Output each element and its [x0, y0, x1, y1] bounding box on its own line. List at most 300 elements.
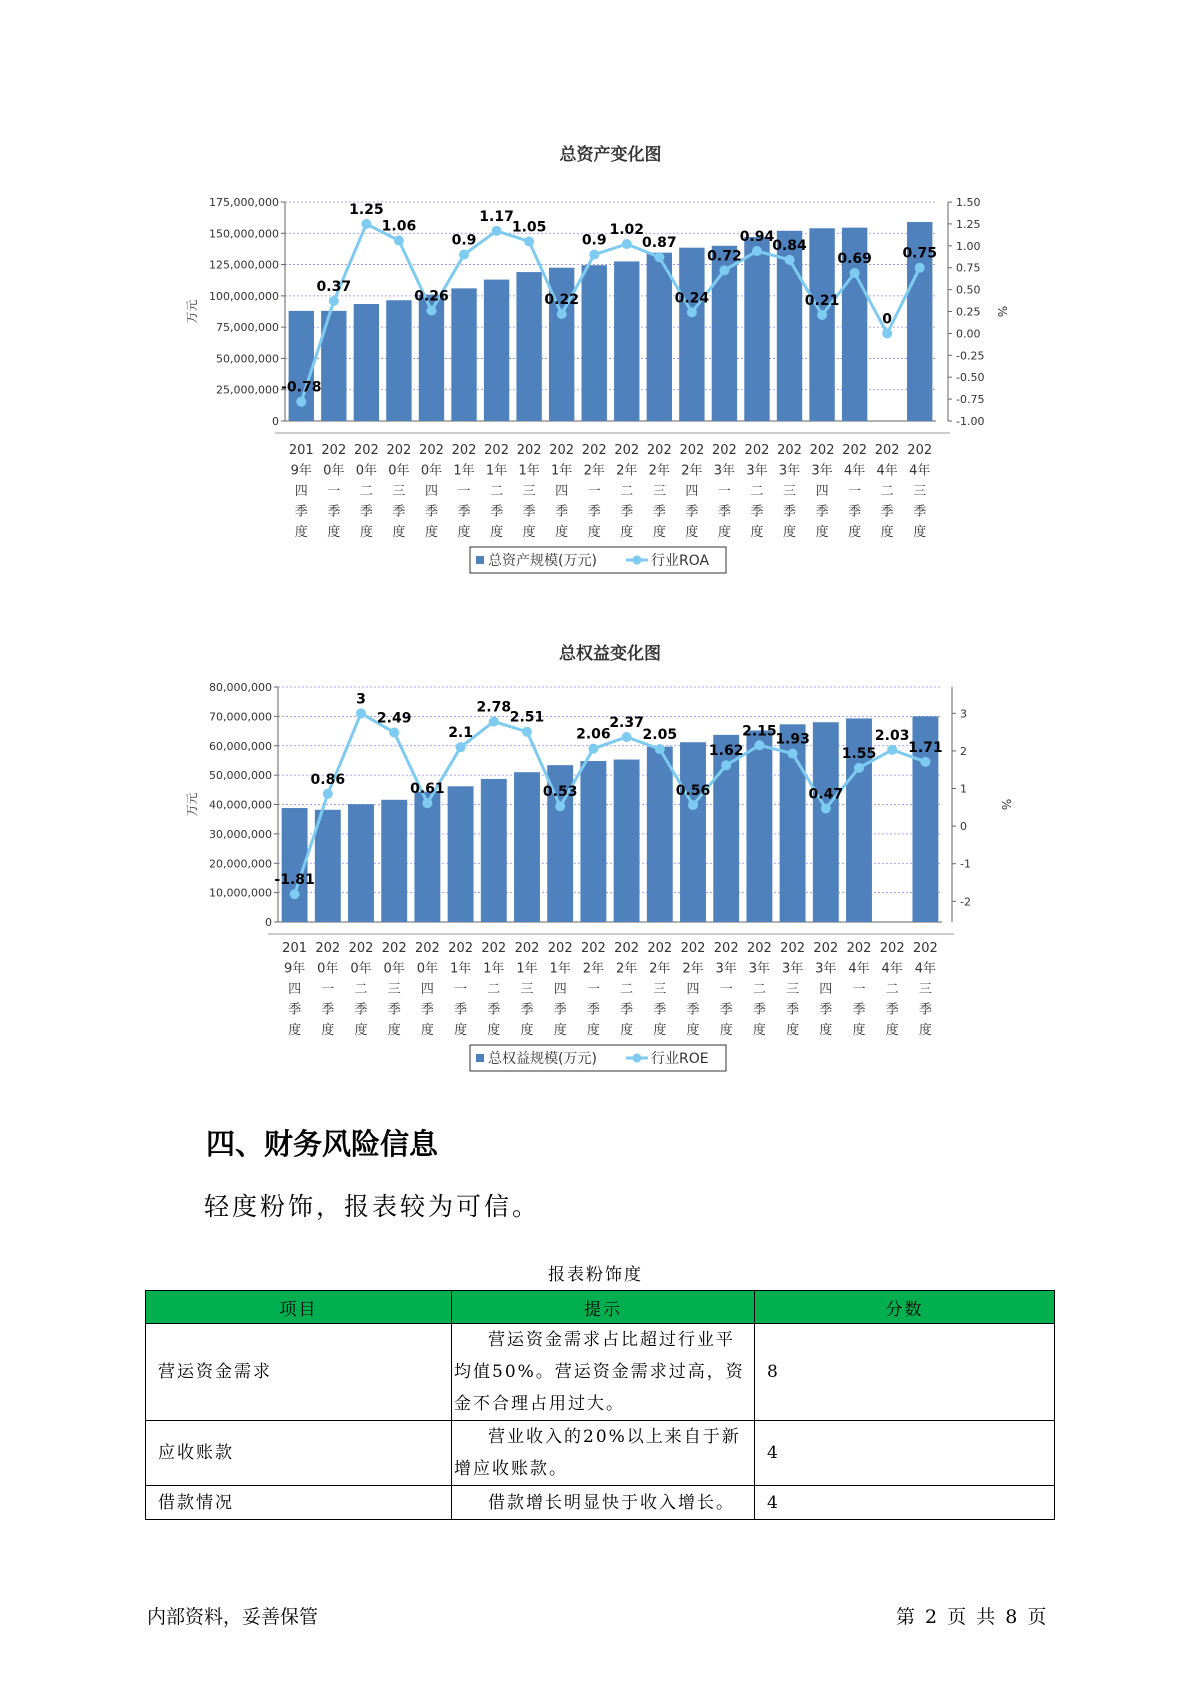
line-point: [290, 889, 300, 899]
y2-tick-label: -2: [960, 895, 971, 909]
x-tick-label: 2年: [682, 961, 704, 977]
x-tick-label: 二: [620, 982, 634, 997]
data-label: 0.9: [451, 232, 477, 249]
x-tick-label: 二: [750, 484, 764, 499]
x-tick-label: 202: [315, 941, 341, 956]
legend-label-bar: 总资产规模(万元): [488, 553, 597, 569]
x-tick-label: 202: [381, 941, 407, 956]
data-label: 0.21: [804, 293, 840, 310]
x-tick-label: 202: [646, 443, 672, 458]
x-tick-label: 202: [419, 443, 444, 458]
table-row: [146, 1421, 1055, 1486]
y2-tick-label: -1: [960, 857, 971, 871]
data-label: 2.37: [609, 715, 644, 732]
x-tick-label: 季: [880, 504, 894, 520]
x-tick-label: 四: [685, 484, 699, 499]
x-tick-label: 三: [392, 484, 406, 499]
x-tick-label: 度: [587, 525, 601, 540]
x-tick-label: 0年: [388, 463, 410, 479]
x-tick-label: 季: [786, 1002, 800, 1018]
bar: [514, 772, 540, 922]
line-point: [361, 219, 371, 229]
line-point: [788, 749, 798, 759]
y2-tick-label: 0.25: [956, 305, 981, 319]
x-tick-label: 二: [487, 982, 501, 997]
data-label: 0: [882, 311, 893, 328]
bar: [348, 804, 374, 922]
x-tick-label: 度: [294, 525, 308, 540]
x-tick-label: 季: [294, 504, 308, 520]
data-label: 0.9: [581, 232, 607, 249]
x-tick-label: 202: [614, 941, 640, 956]
data-label: 3: [356, 691, 366, 708]
x-tick-label: 四: [815, 484, 829, 499]
x-tick-label: 三: [783, 484, 797, 499]
row-item: 营运资金需求: [146, 1324, 452, 1421]
x-tick-label: 度: [327, 525, 341, 540]
x-tick-label: 202: [514, 941, 540, 956]
line-point: [719, 265, 729, 275]
x-tick-label: 202: [353, 443, 379, 458]
data-label: 1.17: [479, 208, 514, 225]
y2-tick-label: -0.50: [956, 371, 985, 385]
y2-tick-label: -1.00: [956, 415, 985, 428]
legend: [470, 1045, 726, 1071]
x-tick-label: 202: [912, 941, 938, 956]
bar: [582, 265, 607, 421]
bar: [516, 272, 541, 421]
y2-tick-label: 1.00: [956, 239, 981, 253]
x-tick-label: 202: [549, 443, 575, 458]
line-point: [850, 268, 860, 278]
bar: [315, 810, 341, 922]
table-header-row: [146, 1291, 1055, 1324]
footer-page-number: 第 2 页 共 8 页: [896, 1606, 1047, 1628]
data-label: 2.03: [874, 727, 910, 744]
x-tick-label: 2年: [648, 463, 670, 479]
line-point: [522, 727, 532, 737]
data-label: 2.1: [448, 725, 474, 742]
x-tick-label: 3年: [781, 961, 804, 977]
bar: [354, 304, 379, 421]
x-tick-label: 202: [780, 941, 806, 956]
chart-title: 总资产变化图: [559, 145, 662, 165]
footer-confidential: 内部资料，妥善保管: [147, 1606, 319, 1628]
y-axis-label: 万元: [185, 792, 199, 817]
x-tick-label: 度: [653, 1023, 667, 1038]
x-tick-label: 一: [719, 982, 733, 997]
x-tick-label: 季: [717, 504, 731, 520]
x-tick-label: 三: [786, 982, 800, 997]
x-tick-label: 度: [852, 1023, 866, 1038]
x-tick-label: 1年: [549, 961, 571, 977]
x-tick-label: 三: [913, 484, 927, 499]
data-label: 0.24: [674, 290, 710, 307]
line-point: [426, 306, 436, 316]
risk-table: [145, 1290, 1055, 1520]
x-tick-label: 季: [553, 1002, 567, 1018]
row-hint: 营业收入的20%以上来自于新增应收账款。: [452, 1421, 755, 1486]
legend-label-line: 行业ROA: [651, 553, 710, 569]
y-tick-label: 50,000,000: [216, 352, 279, 366]
data-label: 1.06: [381, 218, 417, 235]
line-point: [389, 727, 399, 737]
line-point: [721, 760, 731, 770]
line-point: [785, 255, 795, 265]
x-tick-label: 季: [457, 504, 471, 520]
x-tick-label: 二: [885, 982, 899, 997]
y-axis-label: 万元: [185, 299, 199, 324]
x-tick-label: 度: [522, 525, 536, 540]
x-tick-label: 3年: [748, 961, 771, 977]
data-label: 0.87: [642, 235, 677, 252]
x-tick-label: 度: [719, 1023, 733, 1038]
x-tick-label: 季: [913, 504, 927, 520]
x-tick-label: 202: [680, 941, 706, 956]
x-tick-label: 三: [918, 982, 932, 997]
x-tick-label: 季: [587, 504, 601, 520]
x-tick-label: 202: [842, 443, 868, 458]
data-label: 0.69: [837, 250, 872, 267]
x-tick-label: 202: [713, 941, 739, 956]
legend-swatch-point: [633, 556, 642, 565]
x-tick-label: 季: [685, 504, 699, 520]
x-tick-label: 季: [490, 504, 504, 520]
line-point: [329, 296, 339, 306]
x-tick-label: 季: [848, 504, 862, 520]
y2-tick-label: -0.75: [956, 393, 985, 407]
bar: [448, 786, 474, 922]
y-tick-label: 75,000,000: [216, 321, 279, 335]
legend-label-bar: 总权益规模(万元): [488, 1051, 597, 1067]
bar: [414, 792, 440, 922]
x-tick-label: 四: [555, 484, 569, 499]
x-tick-label: 202: [348, 941, 374, 956]
x-tick-label: 0年: [420, 463, 443, 479]
row-score: 8: [755, 1324, 1055, 1421]
bar: [813, 722, 839, 922]
data-label: 0.61: [410, 781, 445, 798]
line-point: [456, 742, 466, 752]
x-tick-label: 度: [783, 525, 797, 540]
x-tick-label: 1年: [485, 463, 508, 479]
total-equity-chart: [0, 630, 1191, 1100]
x-tick-label: 201: [282, 941, 308, 956]
x-tick-label: 202: [744, 443, 770, 458]
x-tick-label: 三: [387, 982, 401, 997]
x-tick-label: 202: [712, 443, 737, 458]
x-tick-label: 2年: [681, 463, 703, 479]
x-tick-label: 季: [288, 1002, 302, 1018]
x-tick-label: 202: [581, 443, 607, 458]
x-tick-label: 0年: [317, 961, 339, 977]
x-tick-label: 3年: [746, 463, 768, 479]
y2-tick-label: 0.00: [956, 327, 981, 341]
data-label: 0.26: [414, 288, 449, 305]
y-tick-label: 70,000,000: [209, 710, 272, 724]
x-tick-label: 三: [522, 484, 536, 499]
bar: [614, 261, 639, 421]
x-tick-label: 季: [424, 504, 438, 520]
x-tick-label: 202: [874, 443, 900, 458]
line-point: [655, 744, 665, 754]
x-tick-label: 四: [553, 982, 567, 997]
x-tick-label: 2年: [583, 463, 605, 479]
data-label: 0.75: [902, 245, 937, 262]
row-item: 应收账款: [146, 1421, 452, 1486]
x-tick-label: 四: [424, 484, 438, 499]
bar: [580, 761, 606, 922]
line-point: [492, 226, 502, 236]
y2-tick-label: 3: [960, 707, 967, 721]
x-tick-label: 0年: [416, 961, 439, 977]
line-point: [356, 708, 366, 718]
x-tick-label: 1年: [516, 961, 538, 977]
y-tick-label: 40,000,000: [209, 798, 272, 812]
x-tick-label: 度: [750, 525, 764, 540]
x-tick-label: 季: [750, 504, 764, 520]
x-tick-label: 202: [907, 443, 933, 458]
data-label: 0.72: [707, 248, 742, 265]
x-tick-label: 一: [454, 982, 468, 997]
x-tick-label: 季: [392, 504, 406, 520]
x-tick-label: 一: [587, 484, 601, 499]
x-tick-label: 度: [487, 1023, 501, 1038]
data-label: 0.86: [310, 771, 346, 788]
x-tick-label: 度: [686, 1023, 700, 1038]
x-tick-label: 季: [819, 1002, 833, 1018]
line-point: [394, 236, 404, 246]
table-caption: 报表粉饰度: [548, 1265, 643, 1285]
x-tick-label: 度: [490, 525, 504, 540]
line-point: [752, 246, 762, 256]
data-label: 2.15: [742, 723, 777, 740]
x-tick-label: 202: [679, 443, 705, 458]
x-tick-label: 季: [815, 504, 829, 520]
x-tick-label: 一: [321, 982, 335, 997]
x-tick-label: 度: [848, 525, 862, 540]
x-tick-label: 201: [288, 443, 314, 458]
row-score: 4: [755, 1421, 1055, 1486]
x-tick-label: 三: [652, 484, 666, 499]
x-tick-label: 季: [783, 504, 797, 520]
x-tick-label: 202: [777, 443, 802, 458]
x-tick-label: 202: [481, 941, 507, 956]
x-tick-label: 4年: [909, 463, 931, 479]
x-tick-label: 度: [555, 525, 569, 540]
x-tick-label: 季: [719, 1002, 733, 1018]
data-label: 2.05: [642, 727, 678, 744]
x-tick-label: 季: [686, 1002, 700, 1018]
x-tick-label: 4年: [876, 463, 898, 479]
line-point: [459, 250, 469, 260]
data-label: 1.05: [511, 219, 547, 236]
x-tick-label: 度: [717, 525, 731, 540]
legend-swatch-bar: [476, 1054, 484, 1062]
x-tick-label: 一: [327, 484, 341, 499]
x-tick-label: 4年: [843, 463, 866, 479]
line-point: [622, 239, 632, 249]
x-tick-label: 0年: [355, 463, 378, 479]
bar: [614, 760, 640, 922]
x-tick-label: 2年: [649, 961, 671, 977]
bar: [451, 288, 476, 421]
data-label: 0.84: [772, 237, 807, 254]
x-tick-label: 4年: [848, 961, 870, 977]
data-label: 0.22: [544, 292, 579, 309]
x-tick-label: 度: [880, 525, 894, 540]
bar: [744, 237, 769, 421]
x-tick-label: 1年: [518, 463, 540, 479]
section-heading: 四、财务风险信息: [206, 1127, 439, 1161]
bar: [647, 747, 673, 922]
x-tick-label: 度: [420, 1023, 434, 1038]
x-tick-label: 季: [852, 1002, 866, 1018]
x-tick-label: 季: [652, 504, 666, 520]
y-tick-label: 20,000,000: [209, 857, 272, 871]
bar: [647, 253, 672, 421]
y-tick-label: 150,000,000: [209, 227, 279, 241]
bar: [481, 779, 507, 922]
x-tick-label: 度: [354, 1023, 368, 1038]
y-tick-label: 125,000,000: [209, 258, 279, 272]
legend-swatch-point: [633, 1054, 642, 1063]
header-item: 项目: [146, 1291, 452, 1324]
x-tick-label: 0年: [350, 961, 372, 977]
line-point: [915, 263, 925, 273]
line-point: [622, 732, 632, 742]
data-label: 0.37: [316, 278, 352, 295]
data-label: 2.49: [376, 710, 412, 727]
y2-tick-label: 1.25: [956, 217, 981, 231]
y2-axis-label: %: [999, 798, 1013, 811]
x-tick-label: 度: [620, 1023, 634, 1038]
x-tick-label: 季: [327, 504, 341, 520]
y2-tick-label: 1: [960, 782, 967, 796]
y2-tick-label: -0.25: [956, 349, 985, 363]
x-tick-label: 202: [414, 941, 440, 956]
x-tick-label: 一: [848, 484, 862, 499]
x-tick-label: 202: [516, 443, 542, 458]
x-tick-label: 202: [813, 941, 839, 956]
y2-tick-label: 0.75: [956, 261, 981, 275]
line-point: [589, 250, 599, 260]
x-tick-label: 度: [520, 1023, 534, 1038]
line-point: [654, 252, 664, 262]
y-tick-label: 80,000,000: [209, 681, 272, 694]
x-tick-label: 二: [490, 484, 504, 499]
line-point: [588, 744, 598, 754]
x-tick-label: 季: [420, 1002, 434, 1018]
x-tick-label: 季: [555, 504, 569, 520]
x-tick-label: 1年: [551, 463, 573, 479]
y-tick-label: 175,000,000: [209, 196, 279, 209]
row-hint: 借款增长明显快于收入增长。: [452, 1486, 755, 1520]
x-tick-label: 度: [454, 1023, 468, 1038]
table-row: [146, 1324, 1055, 1421]
x-tick-label: 度: [819, 1023, 833, 1038]
y-tick-label: 30,000,000: [209, 827, 272, 841]
x-tick-label: 度: [553, 1023, 567, 1038]
x-tick-label: 二: [354, 982, 368, 997]
x-tick-label: 季: [359, 504, 373, 520]
line-point: [754, 740, 764, 750]
line-point: [296, 397, 306, 407]
chart-title: 总权益变化图: [559, 644, 661, 664]
x-tick-label: 1年: [449, 961, 472, 977]
x-tick-label: 1年: [483, 961, 505, 977]
y-tick-label: 25,000,000: [216, 383, 279, 397]
bar: [484, 280, 509, 421]
data-label: 0.56: [675, 783, 711, 800]
x-tick-label: 四: [294, 484, 308, 499]
x-tick-label: 度: [392, 525, 406, 540]
bar: [386, 300, 411, 421]
x-tick-label: 度: [752, 1023, 766, 1038]
row-hint: 营运资金需求占比超过行业平均值50%。营运资金需求过高，资金不合理占用过大。: [452, 1324, 755, 1421]
x-tick-label: 202: [484, 443, 509, 458]
legend-label-line: 行业ROE: [651, 1051, 709, 1067]
x-tick-label: 202: [614, 443, 640, 458]
x-tick-label: 度: [359, 525, 373, 540]
bar: [809, 228, 834, 421]
y-tick-label: 0: [265, 916, 272, 929]
x-tick-label: 3年: [713, 463, 736, 479]
y-tick-label: 50,000,000: [209, 769, 272, 783]
line-point: [688, 800, 698, 810]
data-label: 1.93: [775, 731, 810, 748]
x-tick-label: 季: [522, 504, 536, 520]
x-tick-label: 3年: [811, 463, 833, 479]
line-point: [323, 789, 333, 799]
x-tick-label: 2年: [582, 961, 605, 977]
x-tick-label: 0年: [383, 961, 405, 977]
x-tick-label: 四: [686, 982, 700, 997]
x-tick-label: 四: [420, 982, 434, 997]
data-label: 2.78: [476, 699, 512, 716]
x-tick-label: 度: [786, 1023, 800, 1038]
bar: [746, 730, 772, 922]
y-tick-label: 0: [272, 415, 279, 428]
data-label: 0.94: [739, 229, 775, 246]
x-tick-label: 度: [457, 525, 471, 540]
x-tick-label: 三: [653, 982, 667, 997]
x-tick-label: 一: [717, 484, 731, 499]
y-tick-label: 60,000,000: [209, 739, 272, 753]
line-point: [489, 717, 499, 727]
x-tick-label: 一: [852, 982, 866, 997]
x-tick-label: 3年: [778, 463, 801, 479]
data-label: 0.47: [808, 786, 844, 803]
x-tick-label: 度: [586, 1023, 600, 1038]
x-tick-label: 202: [448, 941, 474, 956]
data-label: 1.71: [908, 739, 943, 756]
line-point: [854, 763, 864, 773]
x-tick-label: 季: [885, 1002, 899, 1018]
x-tick-label: 季: [586, 1002, 600, 1018]
x-tick-label: 202: [451, 443, 477, 458]
x-tick-label: 一: [586, 982, 600, 997]
y2-tick-label: 2: [960, 744, 967, 758]
line-point: [524, 236, 534, 246]
x-tick-label: 4年: [914, 961, 937, 977]
x-tick-label: 202: [321, 443, 347, 458]
x-tick-label: 二: [752, 982, 766, 997]
data-label: -1.81: [274, 872, 315, 889]
row-item: 借款情况: [146, 1486, 452, 1520]
data-label: 1.25: [349, 201, 384, 218]
risk-summary: 轻度粉饰，报表较为可信。: [204, 1192, 541, 1221]
